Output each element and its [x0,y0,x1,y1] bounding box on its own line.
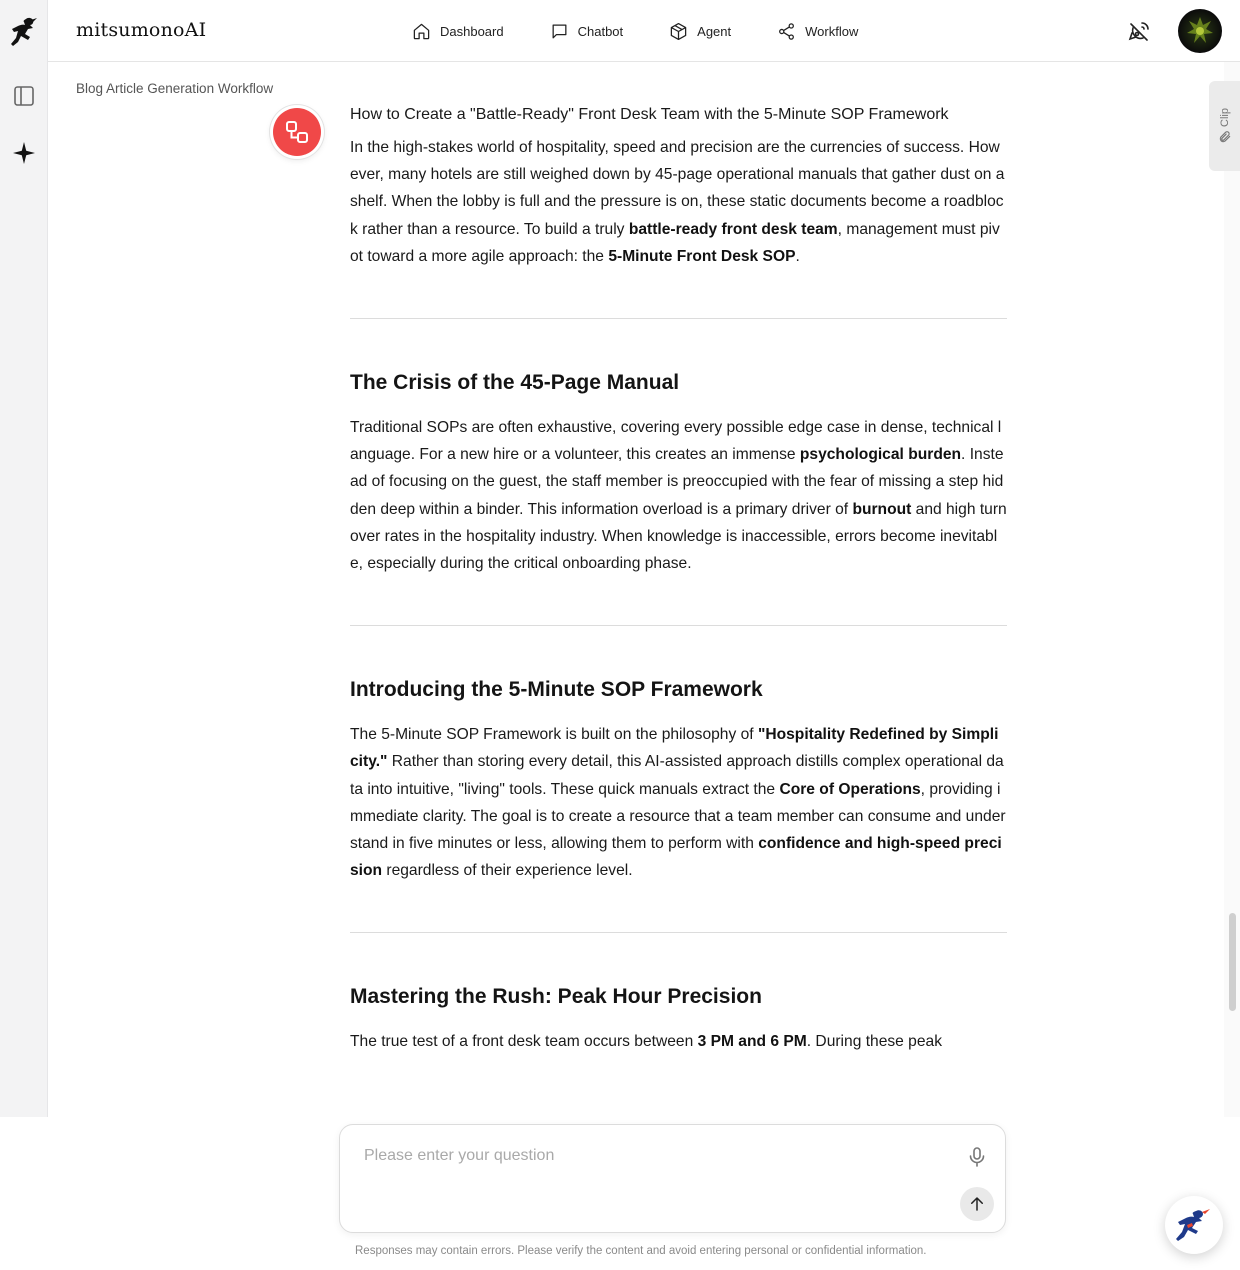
top-bar [48,0,1240,62]
section-heading: Mastering the Rush: Peak Hour Precision [350,985,762,1009]
article-intro: In the high-stakes world of hospitality, speed and precision are the currencies of success. However, many hotels are still weighed down by 45-page operational manuals that gather dust on a shelf. When the lobby is full and the pressure is on, these static documents become a roadblock rather than a resource. To build a truly battle-ready front desk team, management must pivot toward a more agile approach: the 5-Minute Front Desk SOP. [350,139,1005,265]
bold-phrase: "Hospitality Redefined by Simplicity." [350,726,999,771]
box-icon [669,22,688,41]
bold-phrase: burnout [852,500,912,518]
question-composer [339,1124,1006,1233]
scrollbar-thumb[interactable] [1229,913,1236,1011]
section-body: Traditional SOPs are often exhaustive, covering every possible edge case in dense, technical language. For a new hire or a volunteer, this creates an immense psychological burden. Instead of focusing on the guest, the staff member is preoccupied with the fear of missing a step hidden deep within a binder. This information overload is a primary driver of burnout and high turnover rates in the hospitality industry. When knowledge is inaccessible, errors become inevitable, especially during the critical onboarding phase. [350,419,1007,573]
nav-agent-label: Agent [697,23,732,39]
user-avatar[interactable] [1178,9,1222,53]
bold-phrase: confidence and high-speed precision [350,835,1002,880]
nav-agent[interactable] [669,22,731,41]
nav-chatbot[interactable] [550,22,624,41]
nav-workflow[interactable] [777,22,858,41]
section-body: The true test of a front desk team occurs between 3 PM and 6 PM. During these peak [350,1033,942,1051]
nav-chatbot-label: Chatbot [577,23,624,39]
arrow-up-icon [968,1195,986,1213]
section-divider [350,932,1007,933]
bold-phrase: 3 PM and 6 PM [697,1033,807,1051]
send-button[interactable] [960,1187,994,1221]
assistant-mascot-button[interactable] [1165,1196,1223,1254]
section-body: The 5-Minute SOP Framework is built on the philosophy of "Hospitality Redefined by Simplicity." Rather than storing every detail, this AI-assisted approach distills complex operational data into intuitive, "living" tools. These quick manuals extract the Core of Operations, providing immediate clarity. The goal is to create a resource that a team member can consume and understand in five minutes or less, allowing them to perform with confidence and high-speed precision regardless of their experience level. [350,726,1006,880]
sparkle-icon[interactable] [9,138,39,168]
broadcast-satellite-icon[interactable] [1128,19,1152,43]
home-icon [412,22,431,41]
section-heading: The Crisis of the 45-Page Manual [350,371,680,395]
question-input[interactable] [364,1147,924,1165]
bold-phrase: Core of Operations [779,780,921,798]
nav-dashboard[interactable] [412,22,504,41]
article-content [350,104,1007,1056]
bold-phrase: psychological burden [799,446,962,464]
nav-dashboard-label: Dashboard [440,23,504,39]
breadcrumb[interactable]: Blog Article Generation Workflow [76,81,274,96]
bold-phrase: battle-ready front desk team [628,220,838,238]
bold-phrase: 5-Minute Front Desk SOP [608,247,796,265]
clip-tab[interactable] [1209,81,1240,171]
share-nodes-icon [777,22,796,41]
microphone-icon[interactable] [965,1145,989,1169]
main-nav [412,0,904,62]
chat-bubble-icon [550,22,569,41]
logo-runner-icon[interactable] [9,18,39,48]
workflow-bot-avatar [270,105,324,159]
paperclip-icon [1218,130,1232,144]
section-divider [350,625,1007,626]
sidebar-toggle-icon[interactable] [9,81,39,111]
disclaimer-text: Responses may contain errors. Please verify the content and avoid entering personal or confidential information. [355,1245,927,1257]
workflow-nodes-icon [273,108,321,156]
clip-label: Clip [1218,107,1231,127]
article-title: How to Create a "Battle-Ready" Front Desk Team with the 5-Minute SOP Framework [350,106,949,123]
nav-workflow-label: Workflow [805,23,859,39]
ninja-runner-icon [1174,1205,1214,1245]
section-divider [350,318,1007,319]
section-heading: Introducing the 5-Minute SOP Framework [350,678,763,702]
left-rail [0,0,48,1270]
brand-name[interactable]: mitsumonoAI [76,19,207,41]
